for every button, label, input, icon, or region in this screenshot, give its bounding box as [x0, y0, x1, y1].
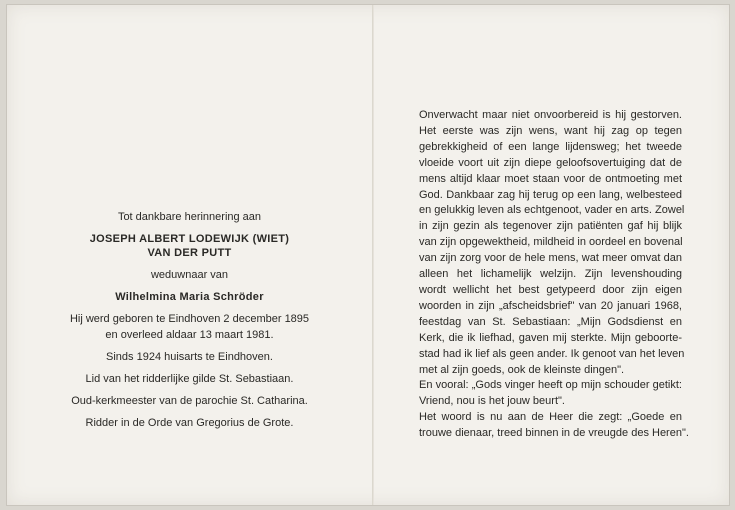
text-line: stad had ik lief als geen ander. Ik genoot van het leven: [419, 347, 685, 360]
right-panel: [419, 108, 689, 442]
text-line: Het eerste was zijn wens, want hij zag op tegen: [419, 124, 682, 137]
text-line: vloeide voort uit zijn diepe geloofsovertuiging dat de: [419, 156, 682, 169]
text-line: Onverwacht maar niet onvoorbereid is hij gestorven.: [419, 109, 682, 121]
text-line: mens altijd klaar moet staan voor de ontmoeting met: [419, 172, 682, 185]
churchwarden-text: Oud-kerkmeester van de parochie St. Catharina.: [71, 395, 308, 407]
text-line: wordt wellicht het best getypeerd door zijn eigen: [419, 283, 682, 296]
birth-text: Hij werd geboren te Eindhoven 2 december 1895: [69, 313, 310, 325]
text-line: met al zijn goeds, ook de kleinste dingen".: [419, 363, 625, 376]
text-line: alleen het lichamelijk welzijn. Zijn levenshouding: [419, 268, 682, 281]
card-fold: [372, 5, 374, 505]
left-panel: [7, 210, 372, 430]
text-line: God. Dankbaar zag hij terug op een lang, welbesteed: [419, 188, 682, 201]
text-line: en gelukkig leven als echtgenoot, vader en arts. Zowel: [419, 204, 685, 217]
intro-text: Tot dankbare herinnering aan: [117, 211, 262, 223]
text-line: van zijn opgewektheid, mildheid in oordeel en bovenal: [419, 236, 683, 249]
text-line: van zijn zorg voor de hele mens, wat meer omvat dan: [419, 252, 682, 265]
guild-text: Lid van het ridderlijke gilde St. Sebastiaan.: [85, 373, 294, 385]
spouse-name: Wilhelmina Maria Schröder: [115, 291, 264, 303]
text-line: En vooral: „Gods vinger heeft op mijn schouder getikt:: [419, 379, 682, 392]
text-line: in zijn gezin als tegenover zijn patiënten gaf hij blijk: [419, 220, 682, 233]
deceased-name-line1: JOSEPH ALBERT LODEWIJK (WIET): [89, 233, 290, 245]
text-line: woorden in zijn „afscheidsbrief" van 20 januari 1968,: [419, 299, 682, 312]
text-line: gebrekkigheid of een lange lijdensweg; het tweede: [419, 140, 682, 153]
memorial-card: [6, 4, 730, 506]
text-line: feestdag van St. Sebastiaan: „Mijn Godsdienst en: [419, 315, 682, 328]
deceased-name-line2: VAN DER PUTT: [147, 247, 232, 259]
death-text: en overleed aldaar 13 maart 1981.: [105, 329, 274, 341]
career-text: Sinds 1924 huisarts te Eindhoven.: [106, 351, 273, 363]
text-line: Kerk, die ik liefhad, gaven mij sterkte. Mijn geboorte-: [419, 331, 682, 344]
text-line: Het woord is nu aan de Heer die zegt: „Goede en: [419, 411, 682, 424]
widower-text: weduwnaar van: [150, 269, 229, 281]
order-text: Ridder in de Orde van Gregorius de Grote.: [85, 417, 294, 429]
text-line: trouwe dienaar, treed binnen in de vreugde des Heren".: [419, 427, 689, 440]
text-line: Vriend, nou is het jouw beurt".: [419, 395, 565, 408]
